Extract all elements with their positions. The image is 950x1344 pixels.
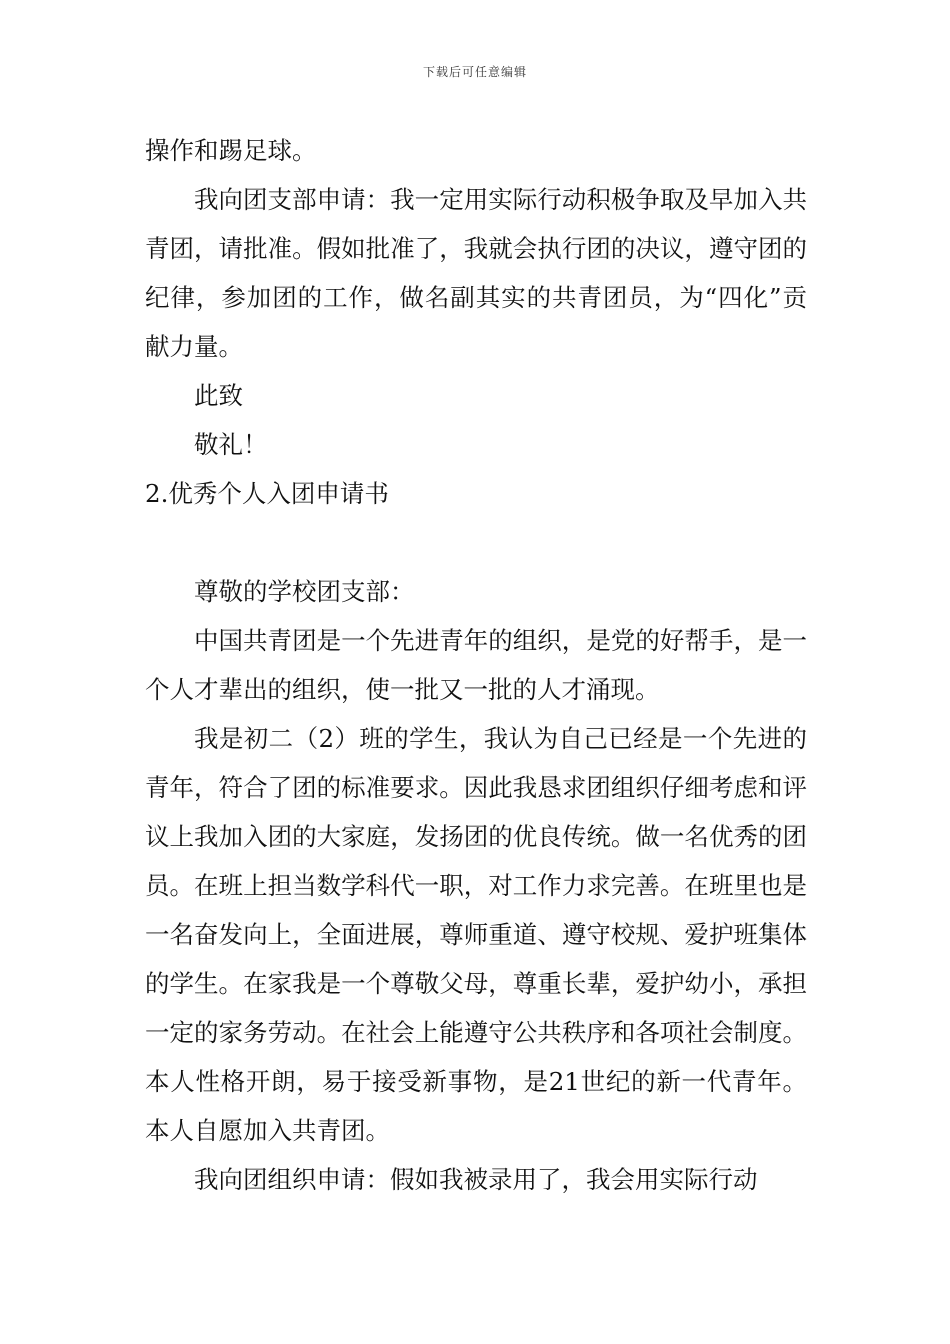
paragraph-continuation: 操作和踢足球。 [145,136,317,165]
paragraph-application-request: 我向团组织申请：假如我被录用了，我会用实际行动 [194,1165,758,1194]
blank-line [145,518,807,567]
closing-salutation: 此致 [194,381,243,410]
document-body [145,126,807,1204]
page-header: 下载后可任意编辑 [422,65,527,79]
section-heading: 2.优秀个人入团申请书 [145,479,389,508]
letter-salutation: 尊敬的学校团支部： [194,577,415,606]
paragraph-self-description: 我是初二（2）班的学生，我认为自己已经是一个先进的青年，符合了团的标准要求。因此我恳求团组织仔细考虑和评议上我加入团的大家庭，发扬团的优良传统。做一名优秀的团员。在班上担当数学科代一职，对工作力求完善。在班里也是一名奋发向上，全面进展，尊师重道、遵守校规、爱护班集体的学生。在家我是一个尊敬父母，尊重长辈，爱护幼小，承担一定的家务劳动。在社会上能遵守公共秩序和各项社会制度。本人性格开朗，易于接受新事物，是21世纪的新一代青年。本人自愿加入共青团。 [145,724,807,1145]
closing-regards: 敬礼！ [194,430,268,459]
paragraph-application-pledge: 我向团支部申请：我一定用实际行动积极争取及早加入共青团，请批准。假如批准了，我就会执行团的决议，遵守团的纪律，参加团的工作，做名副其实的共青团员，为“四化”贡献力量。 [145,185,807,361]
paragraph-intro: 中国共青团是一个先进青年的组织，是党的好帮手，是一个人才辈出的组织，使一批又一批的人才涌现。 [145,626,807,704]
